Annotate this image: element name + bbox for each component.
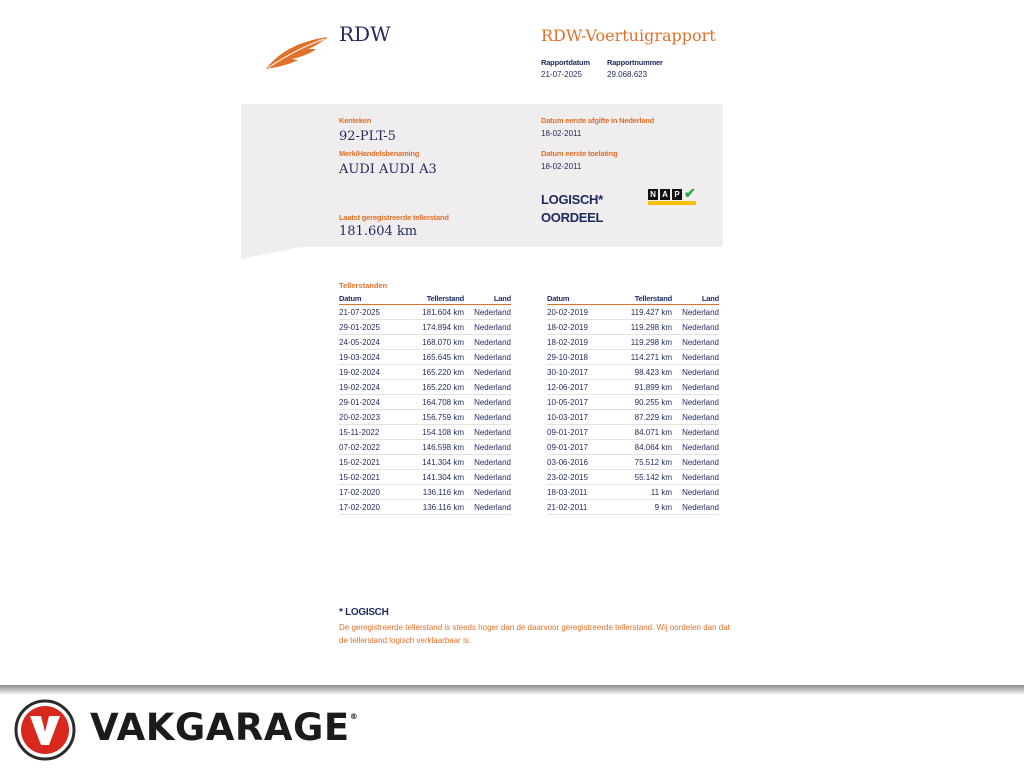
dealer-name xyxy=(90,706,358,749)
reading-odometer: 91.899 km xyxy=(617,380,672,395)
verdict-line-2: OORDEEL xyxy=(541,210,604,225)
reading-odometer: 98.423 km xyxy=(617,365,672,380)
reading-date: 10-05-2017 xyxy=(547,395,617,410)
first-admission-value: 18-02-2011 xyxy=(541,162,582,171)
table-row xyxy=(547,320,719,335)
table-row xyxy=(339,350,511,365)
reading-date: 10-03-2017 xyxy=(547,410,617,425)
reading-odometer: 181.604 km xyxy=(409,305,464,320)
table-row xyxy=(339,380,511,395)
reading-date: 12-06-2017 xyxy=(547,380,617,395)
reading-odometer: 156.759 km xyxy=(409,410,464,425)
plate-label: Kenteken xyxy=(339,116,372,125)
table-row xyxy=(547,485,719,500)
reading-country: Nederland xyxy=(672,425,719,440)
reading-odometer: 154.108 km xyxy=(409,425,464,440)
reading-date: 18-02-2019 xyxy=(547,335,617,350)
reading-date: 17-02-2020 xyxy=(339,500,409,515)
table-row xyxy=(547,380,719,395)
reading-country: Nederland xyxy=(672,500,719,515)
report-number-label: Rapportnummer xyxy=(607,58,663,67)
dealer-name-text: VAKGARAGE xyxy=(90,706,350,749)
reading-country: Nederland xyxy=(672,305,719,320)
table-row xyxy=(339,410,511,425)
col-date: Datum xyxy=(339,293,409,305)
reading-country: Nederland xyxy=(672,320,719,335)
reading-date: 23-02-2015 xyxy=(547,470,617,485)
col-odometer: Tellerstand xyxy=(409,293,464,305)
reading-country: Nederland xyxy=(464,380,511,395)
verdict-line-1: LOGISCH* xyxy=(541,192,603,207)
reading-country: Nederland xyxy=(672,365,719,380)
reading-date: 20-02-2023 xyxy=(339,410,409,425)
footer-shadow xyxy=(0,685,1024,695)
table-row xyxy=(339,305,511,320)
panel-tab xyxy=(241,247,301,259)
reading-date: 17-02-2020 xyxy=(339,485,409,500)
reading-country: Nederland xyxy=(464,455,511,470)
reading-date: 20-02-2019 xyxy=(547,305,617,320)
reading-odometer: 136.116 km xyxy=(409,500,464,515)
reading-country: Nederland xyxy=(464,425,511,440)
reading-odometer: 75.512 km xyxy=(617,455,672,470)
table-row xyxy=(339,455,511,470)
reading-date: 30-10-2017 xyxy=(547,365,617,380)
registered-mark: ® xyxy=(349,712,359,721)
nap-letter-p: P xyxy=(672,189,682,200)
reading-country: Nederland xyxy=(464,335,511,350)
reading-odometer: 141.304 km xyxy=(409,455,464,470)
table-row xyxy=(547,410,719,425)
footnote-text: De geregistreerde tellerstand is steeds hoger dan de daarvoor geregistreerde tellerstand. Wij oordelen dan dat de tellerstand logisch verklaarbaar is. xyxy=(339,623,730,645)
reading-odometer: 84.064 km xyxy=(617,440,672,455)
readings-section-title: Tellerstanden xyxy=(339,281,388,290)
reading-country: Nederland xyxy=(672,470,719,485)
reading-date: 19-02-2024 xyxy=(339,380,409,395)
odometer-value: 181.604 km xyxy=(339,224,418,239)
reading-country: Nederland xyxy=(464,320,511,335)
reading-country: Nederland xyxy=(464,470,511,485)
reading-odometer: 11 km xyxy=(617,485,672,500)
reading-odometer: 174.894 km xyxy=(409,320,464,335)
table-row xyxy=(547,335,719,350)
reading-date: 21-07-2025 xyxy=(339,305,409,320)
reading-odometer: 165.645 km xyxy=(409,350,464,365)
table-header-row xyxy=(547,293,719,305)
table-row xyxy=(547,470,719,485)
reading-date: 15-11-2022 xyxy=(339,425,409,440)
first-admission-label: Datum eerste toelating xyxy=(541,149,618,158)
brand-name: RDW xyxy=(339,22,391,46)
reading-country: Nederland xyxy=(464,395,511,410)
reading-country: Nederland xyxy=(672,410,719,425)
reading-odometer: 55.142 km xyxy=(617,470,672,485)
table-row xyxy=(339,440,511,455)
make-value: AUDI AUDI A3 xyxy=(339,162,437,177)
report-date-block xyxy=(541,58,590,79)
table-row xyxy=(339,320,511,335)
vehicle-summary-panel xyxy=(241,104,723,247)
col-odometer: Tellerstand xyxy=(617,293,672,305)
reading-odometer: 114.271 km xyxy=(617,350,672,365)
reading-date: 09-01-2017 xyxy=(547,440,617,455)
reading-odometer: 141.304 km xyxy=(409,470,464,485)
reading-country: Nederland xyxy=(672,380,719,395)
table-row xyxy=(547,350,719,365)
reading-country: Nederland xyxy=(672,395,719,410)
feather-icon xyxy=(264,33,330,71)
reading-odometer: 87.229 km xyxy=(617,410,672,425)
table-row xyxy=(339,470,511,485)
reading-odometer: 90.255 km xyxy=(617,395,672,410)
reading-date: 21-02-2011 xyxy=(547,500,617,515)
table-row xyxy=(547,440,719,455)
nap-letter-n: N xyxy=(648,189,658,200)
reading-date: 03-06-2016 xyxy=(547,455,617,470)
reading-date: 29-10-2018 xyxy=(547,350,617,365)
reading-date: 07-02-2022 xyxy=(339,440,409,455)
odometer-label: Laatst geregistreerde tellerstand xyxy=(339,213,449,222)
table-header-row xyxy=(339,293,511,305)
reading-date: 18-02-2019 xyxy=(547,320,617,335)
reading-date: 15-02-2021 xyxy=(339,470,409,485)
reading-country: Nederland xyxy=(464,500,511,515)
report-date-label: Rapportdatum xyxy=(541,58,590,67)
reading-odometer: 164.708 km xyxy=(409,395,464,410)
table-row xyxy=(547,500,719,515)
reading-odometer: 9 km xyxy=(617,500,672,515)
readings-table-left xyxy=(339,293,511,515)
reading-country: Nederland xyxy=(464,440,511,455)
reading-odometer: 165.220 km xyxy=(409,365,464,380)
table-row xyxy=(339,485,511,500)
reading-date: 19-03-2024 xyxy=(339,350,409,365)
reading-odometer: 136.116 km xyxy=(409,485,464,500)
table-row xyxy=(547,455,719,470)
reading-date: 29-01-2024 xyxy=(339,395,409,410)
table-row xyxy=(547,395,719,410)
nap-letter-a: A xyxy=(660,189,670,200)
reading-date: 18-03-2011 xyxy=(547,485,617,500)
first-issue-label: Datum eerste afgifte in Nederland xyxy=(541,116,655,125)
col-country: Land xyxy=(464,293,511,305)
reading-odometer: 168.070 km xyxy=(409,335,464,350)
verdict xyxy=(541,191,603,227)
report-date: 21-07-2025 xyxy=(541,70,582,79)
reading-country: Nederland xyxy=(464,485,511,500)
table-row xyxy=(547,305,719,320)
footnote-title: * LOGISCH xyxy=(339,607,389,618)
col-date: Datum xyxy=(547,293,617,305)
reading-country: Nederland xyxy=(672,485,719,500)
reading-country: Nederland xyxy=(464,350,511,365)
reading-odometer: 84.071 km xyxy=(617,425,672,440)
reading-odometer: 146.598 km xyxy=(409,440,464,455)
table-row xyxy=(547,425,719,440)
nap-badge xyxy=(648,185,696,206)
report-title: RDW-Voertuigrapport xyxy=(541,26,716,45)
reading-date: 24-05-2024 xyxy=(339,335,409,350)
reading-date: 19-02-2024 xyxy=(339,365,409,380)
report-number: 29.068.623 xyxy=(607,70,648,79)
reading-date: 09-01-2017 xyxy=(547,425,617,440)
nap-underline xyxy=(648,201,696,205)
reading-country: Nederland xyxy=(672,350,719,365)
reading-country: Nederland xyxy=(672,440,719,455)
reading-date: 15-02-2021 xyxy=(339,455,409,470)
table-row xyxy=(339,395,511,410)
check-icon: ✔ xyxy=(684,185,696,201)
plate-value: 92-PLT-5 xyxy=(339,129,396,144)
first-issue-value: 18-02-2011 xyxy=(541,129,582,138)
reading-odometer: 119.298 km xyxy=(617,335,672,350)
reading-country: Nederland xyxy=(464,305,511,320)
reading-country: Nederland xyxy=(672,335,719,350)
reading-country: Nederland xyxy=(672,455,719,470)
table-row xyxy=(547,365,719,380)
reading-odometer: 119.427 km xyxy=(617,305,672,320)
table-row xyxy=(339,425,511,440)
reading-odometer: 165.220 km xyxy=(409,380,464,395)
reading-date: 29-01-2025 xyxy=(339,320,409,335)
reading-country: Nederland xyxy=(464,410,511,425)
make-label: Merk/Handelsbenaming xyxy=(339,149,420,158)
table-row xyxy=(339,365,511,380)
col-country: Land xyxy=(672,293,719,305)
readings-table-right xyxy=(547,293,719,515)
reading-country: Nederland xyxy=(464,365,511,380)
reading-odometer: 119.298 km xyxy=(617,320,672,335)
table-row xyxy=(339,335,511,350)
table-row xyxy=(339,500,511,515)
report-number-block xyxy=(607,58,663,79)
v-shield-icon xyxy=(14,699,76,761)
